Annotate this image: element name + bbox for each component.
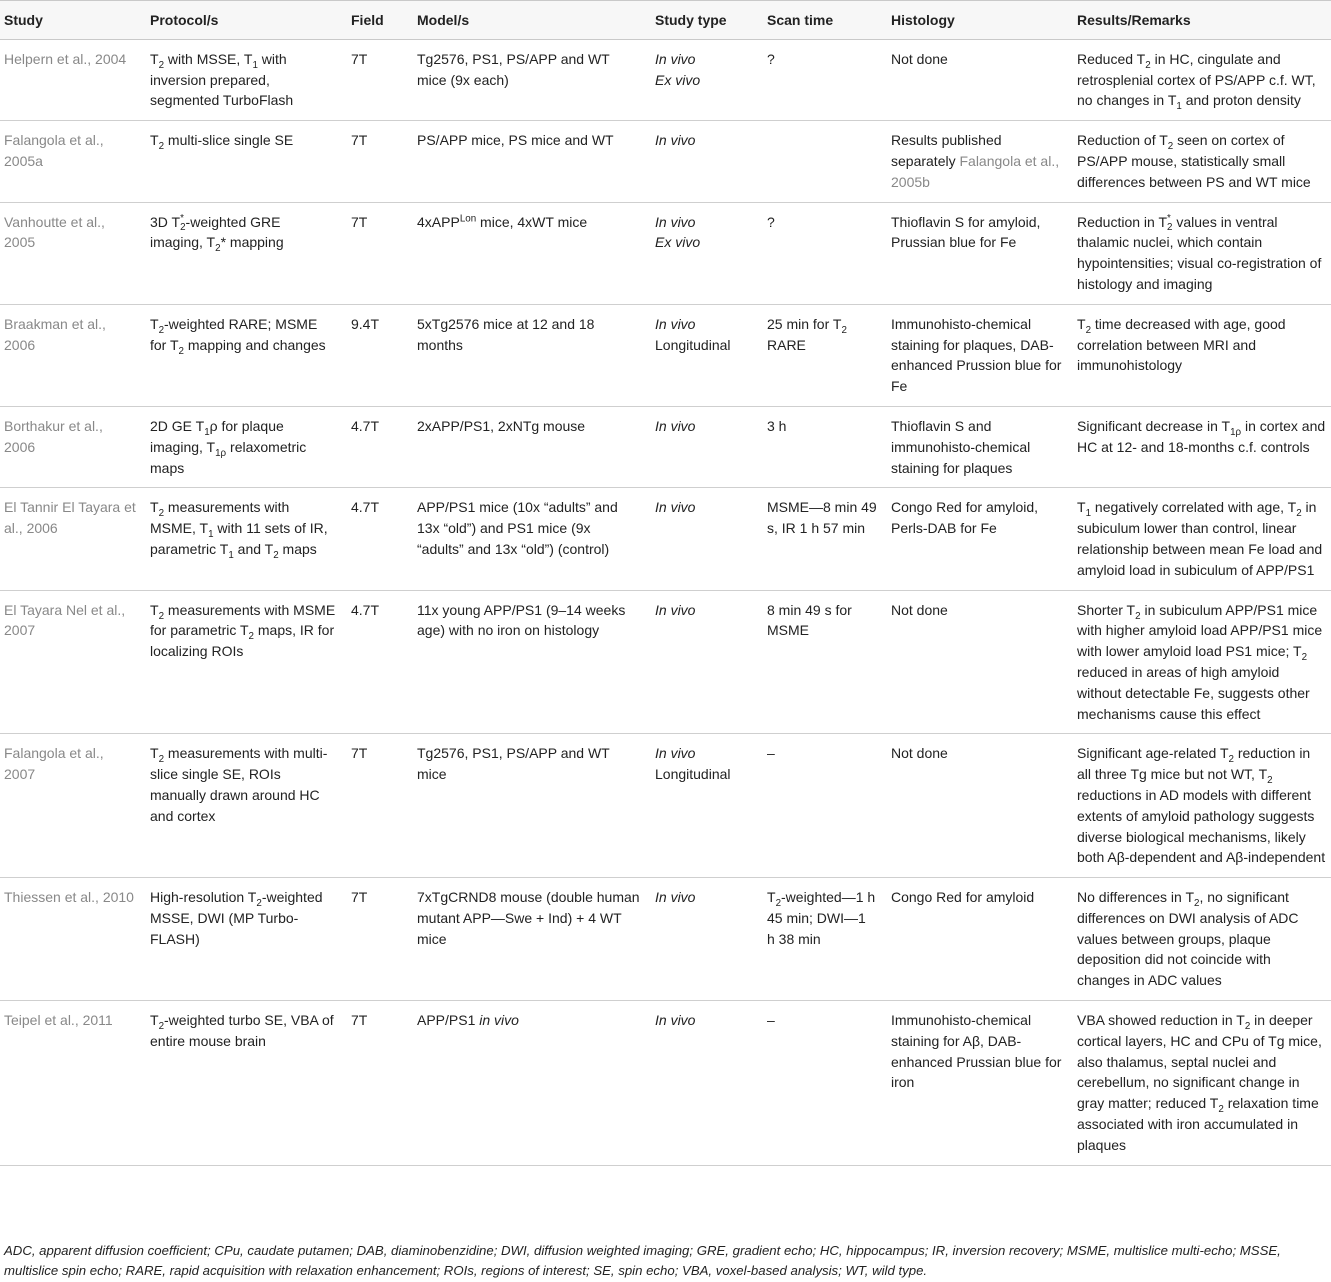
- results-cell: Reduced $T_2$ in HC, cingulate and retrosplenial cortex of PS/APP c.f. WT, no changes in $T_1$ and proton density: [1067, 39, 1331, 120]
- model-cell: Tg2576, PS1, PS/APP and WT mice: [407, 734, 645, 878]
- field-cell: 7T: [341, 1001, 407, 1166]
- header-study: Study: [0, 1, 140, 40]
- histology-cell: Congo Red for amyloid, Perls-DAB for Fe: [881, 488, 1067, 590]
- protocol-cell: $T_2$-weighted turbo SE, VBA of entire mouse brain: [140, 1001, 341, 1166]
- field-cell: 7T: [341, 734, 407, 878]
- protocol-cell: $T_2$ measurements with multi-slice single SE, ROIs manually drawn around HC and cortex: [140, 734, 341, 878]
- protocol-cell: High-resolution $T_2$-weighted MSSE, DWI (MP Turbo-FLASH): [140, 878, 341, 1001]
- field-cell: 7T: [341, 39, 407, 120]
- reference-link[interactable]: Falangola et al., 2005b: [891, 152, 1060, 190]
- results-cell: $T_2$ time decreased with age, good correlation between MRI and immunohistology: [1067, 304, 1331, 406]
- scan-cell: –: [757, 1001, 881, 1166]
- table-row: [0, 121, 1331, 202]
- header-study-type: Study type: [645, 1, 757, 40]
- study-cell: Falangola et al., 2005a: [0, 121, 140, 202]
- model-cell: Tg2576, PS1, PS/APP and WT mice (9x each): [407, 39, 645, 120]
- study-cell: Falangola et al., 2007: [0, 734, 140, 878]
- histology-cell: Not done: [881, 590, 1067, 734]
- protocol-cell: $T_2$ with MSSE, $T_1$ with inversion prepared, segmented TurboFlash: [140, 39, 341, 120]
- model-cell: 4xAPP$^{Lon}$ mice, 4xWT mice: [407, 202, 645, 304]
- model-cell: APP/PS1 in vivo: [407, 1001, 645, 1166]
- histology-cell: Thioflavin S for amyloid, Prussian blue for Fe: [881, 202, 1067, 304]
- histology-cell: Thioflavin S and immunohisto-chemical staining for plaques: [881, 406, 1067, 487]
- field-cell: 4.7T: [341, 406, 407, 487]
- study-cell: Borthakur et al., 2006: [0, 406, 140, 487]
- study-cell: Vanhoutte et al., 2005: [0, 202, 140, 304]
- scan-cell: –: [757, 734, 881, 878]
- histology-cell: Not done: [881, 39, 1067, 120]
- results-cell: Reduction of $T_2$ seen on cortex of PS/APP mouse, statistically small differences between PS and WT mice: [1067, 121, 1331, 202]
- study-cell: Teipel et al., 2011: [0, 1001, 140, 1166]
- header-field: Field: [341, 1, 407, 40]
- table-row: [0, 1001, 1331, 1166]
- histology-cell: Immunohisto-chemical staining for plaques, DAB-enhanced Prussion blue for Fe: [881, 304, 1067, 406]
- type-cell: In vivo Ex vivo: [645, 39, 757, 120]
- histology-cell: Results published separately Falangola et al., 2005b: [881, 121, 1067, 202]
- study-cell: Braakman et al., 2006: [0, 304, 140, 406]
- table-row: [0, 406, 1331, 487]
- table-row: [0, 488, 1331, 590]
- histology-cell: Not done: [881, 734, 1067, 878]
- study-cell: El Tannir El Tayara et al., 2006: [0, 488, 140, 590]
- type-cell: In vivo: [645, 590, 757, 734]
- study-cell: Thiessen et al., 2010: [0, 878, 140, 1001]
- model-cell: APP/PS1 mice (10x “adults” and 13x “old”) and PS1 mice (9x “adults” and 13x “old”) (control): [407, 488, 645, 590]
- type-cell: In vivo: [645, 878, 757, 1001]
- protocol-cell: $T_2$ measurements with MSME for parametric $T_2$ maps, IR for localizing ROIs: [140, 590, 341, 734]
- header-scan-time: Scan time: [757, 1, 881, 40]
- field-cell: 7T: [341, 202, 407, 304]
- scan-cell: $T_2-weighted—1$ h 45 min; DWI—1 h 38 min: [757, 878, 881, 1001]
- table-row: [0, 39, 1331, 120]
- scan-cell: 8 min 49 s for MSME: [757, 590, 881, 734]
- header-histology: Histology: [881, 1, 1067, 40]
- field-cell: 9.4T: [341, 304, 407, 406]
- histology-cell: Immunohisto-chemical staining for Aβ, DAB-enhanced Prussian blue for iron: [881, 1001, 1067, 1166]
- table-row: [0, 590, 1331, 734]
- table-footnote: ADC, apparent diffusion coefficient; CPu, caudate putamen; DAB, diaminobenzidine; DWI, diffusion weighted imaging; GRE, gradient echo; HC, hippocampus; IR, inversion recovery; MSME, multislice multi-echo; MSSE, multislice spin echo; RARE, rapid acquisition with relaxation enhancement; ROIs, regions of interest; SE, spin echo; VBA, voxel-based analysis; WT, wild type.: [4, 1243, 1281, 1279]
- model-cell: PS/APP mice, PS mice and WT: [407, 121, 645, 202]
- results-cell: Significant decrease in $T_{1\rho}$ in cortex and HC at 12- and 18-months c.f. controls: [1067, 406, 1331, 487]
- type-cell: In vivo Longitudinal: [645, 304, 757, 406]
- model-cell: 5xTg2576 mice at 12 and 18 months: [407, 304, 645, 406]
- protocol-cell: $T_2$-weighted RARE; MSME for $T_2$ mapping and changes: [140, 304, 341, 406]
- scan-cell: MSME—8 min 49 s, IR 1 h 57 min: [757, 488, 881, 590]
- results-cell: Reduction in T * 2 values in ventral thalamic nuclei, which contain hypointensities; visual co-registration of histology and imaging: [1067, 202, 1331, 304]
- field-cell: 4.7T: [341, 488, 407, 590]
- model-cell: 7xTgCRND8 mouse (double human mutant APP—Swe + Ind) + 4 WT mice: [407, 878, 645, 1001]
- table-row: [0, 202, 1331, 304]
- table-row: [0, 734, 1331, 878]
- scan-cell: 3 h: [757, 406, 881, 487]
- type-cell: In vivo Longitudinal: [645, 734, 757, 878]
- protocol-cell: 2D GE $T_1\rho$ for plaque imaging, $T_{1\rho}$ relaxometric maps: [140, 406, 341, 487]
- type-cell: In vivo: [645, 488, 757, 590]
- field-cell: 7T: [341, 121, 407, 202]
- study-cell: El Tayara Nel et al., 2007: [0, 590, 140, 734]
- header-protocol: Protocol/s: [140, 1, 341, 40]
- results-cell: Significant age-related $T_2$ reduction in all three Tg mice but not WT, $T_2$ reductions in AD models with different extents of amyloid pathology suggests diverse biological mechanisms, likely both Aβ-dependent and Aβ-independent: [1067, 734, 1331, 878]
- type-cell: In vivo: [645, 1001, 757, 1166]
- type-cell: In vivo Ex vivo: [645, 202, 757, 304]
- histology-cell: Congo Red for amyloid: [881, 878, 1067, 1001]
- study-cell: Helpern et al., 2004: [0, 39, 140, 120]
- scan-cell: 25 min for $T_2$ RARE: [757, 304, 881, 406]
- results-cell: $T_1$ negatively correlated with age, $T_2$ in subiculum lower than control, linear relationship between mean Fe load and amyloid load in subiculum of APP/PS1: [1067, 488, 1331, 590]
- type-cell: In vivo: [645, 121, 757, 202]
- protocol-cell: $T_2$ measurements with MSME, $T_1$ with 11 sets of IR, parametric $T_1$ and $T_2$ maps: [140, 488, 341, 590]
- results-cell: VBA showed reduction in $T_2$ in deeper cortical layers, HC and CPu of Tg mice, also thalamus, septal nuclei and cerebellum, no significant change in gray matter; reduced $T_2$ relaxation time associated with iron accumulated in plaques: [1067, 1001, 1331, 1166]
- header-row: [0, 1, 1331, 40]
- table-row: [0, 878, 1331, 1001]
- field-cell: 7T: [341, 878, 407, 1001]
- field-cell: 4.7T: [341, 590, 407, 734]
- model-cell: 2xAPP/PS1, 2xNTg mouse: [407, 406, 645, 487]
- scan-cell: ?: [757, 39, 881, 120]
- results-cell: Shorter $T_2$ in subiculum APP/PS1 mice with higher amyloid load APP/PS1 mice with lower amyloid load PS1 mice; $T_2$ reduced in areas of high amyloid without detectable Fe, suggests other mechanisms cause this effect: [1067, 590, 1331, 734]
- model-cell: 11x young APP/PS1 (9–14 weeks age) with no iron on histology: [407, 590, 645, 734]
- scan-cell: ?: [757, 202, 881, 304]
- type-cell: In vivo: [645, 406, 757, 487]
- protocol-cell: $T_2$ multi-slice single SE: [140, 121, 341, 202]
- header-model: Model/s: [407, 1, 645, 40]
- protocol-cell: 3D T * 2 -weighted GRE imaging, $T_2*$ mapping: [140, 202, 341, 304]
- table-row: [0, 304, 1331, 406]
- scan-cell: [757, 121, 881, 202]
- header-results: Results/Remarks: [1067, 1, 1331, 40]
- results-cell: No differences in $T_2$, no significant differences on DWI analysis of ADC values between groups, plaque deposition did not coincide with changes in ADC values: [1067, 878, 1331, 1001]
